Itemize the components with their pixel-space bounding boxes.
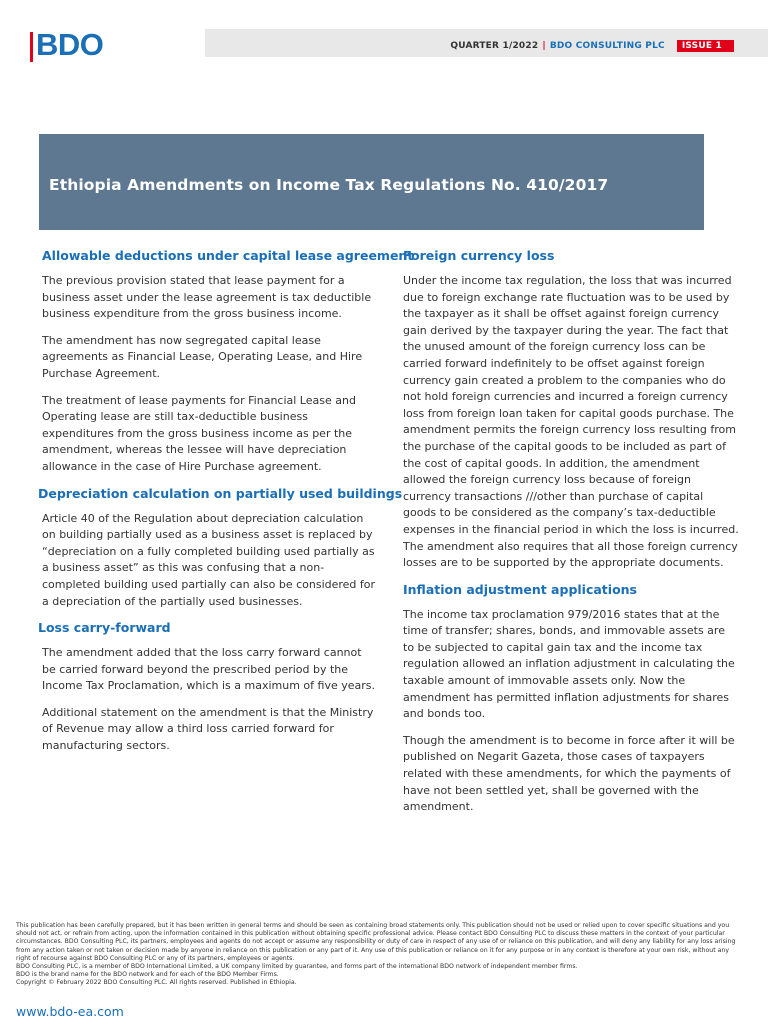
inflation-adjustment-paragraph-2: Though the amendment is to become in force after it will be published on Negarit Gazeta, those cases of taxpayers related with these amendments, for which the payments of have not been settled yet, shall be governed with the amendment. [403, 733, 735, 814]
section-heading-depreciation: Depreciation calculation on partially used buildings [38, 485, 403, 501]
section-heading-capital-lease: Allowable deductions under capital lease agreement [42, 248, 414, 263]
inflation-adjustment-paragraph-1: The income tax proclamation 979/2016 states that at the time of transfer; shares, bonds, and immovable assets are to be subjected to capital gain tax and the income tax regulation allowed an inflation adjustment in calculating the taxable amount of immovable assets only. Now the amendment has permitted inflation adjustments for shares and bonds too. [403, 607, 735, 721]
disclaimer-text-3: BDO is the brand name for the BDO network and for each of the BDO Member Firms. [16, 971, 279, 979]
issue-badge: ISSUE 1 [677, 40, 734, 52]
right-column [403, 248, 739, 826]
header-meta [450, 40, 734, 52]
capital-lease-paragraph-1: The previous provision stated that lease payment for a business asset under the lease agreement is tax deductible business expenditure from the gross business income. [42, 274, 372, 321]
footer-disclaimer [16, 922, 736, 988]
website-link[interactable]: www.bdo-ea.com [16, 1004, 124, 1019]
section-heading-foreign-currency-loss: Foreign currency loss [403, 248, 555, 263]
bdo-logo-mark [28, 26, 128, 64]
left-column [38, 248, 414, 765]
quarter-label: QUARTER 1/2022 [450, 41, 539, 51]
loss-carry-forward-paragraph-1: The amendment added that the loss carry forward cannot be carried forward beyond the prescribed period by the Income Tax Proclamation, which is a maximum of five years. [42, 646, 375, 693]
section-heading-inflation-adjustment: Inflation adjustment applications [403, 581, 637, 597]
logo-text: BDO [36, 27, 104, 62]
capital-lease-paragraph-3: The treatment of lease payments for Financial Lease and Operating lease are still tax-deductible business expenditures from the gross business income as per the amendment, whereas the lessee will have depreciation allowance in the case of Hire Purchase agreement. [42, 393, 356, 473]
capital-lease-paragraph-2: The amendment has now segregated capital lease agreements as Financial Lease, Operating Lease, and Hire Purchase Agreement. [42, 333, 363, 380]
depreciation-paragraph: Article 40 of the Regulation about depreciation calculation on building partially used as a business asset is replaced by “depreciation on a fully completed building used partially as a business asset” as this was confusing that a non-completed building used partially can also be considered for a depreciation of the partially used businesses. [42, 511, 376, 608]
disclaimer-text-2: BDO Consulting PLC, is a member of BDO International Limited, a UK company limited by guarantee, and forms part of the international BDO network of independent member firms. [16, 963, 578, 971]
page-title: Ethiopia Amendments on Income Tax Regulations No. 410/2017 [49, 176, 609, 194]
loss-carry-forward-paragraph-2: Additional statement on the amendment is that the Ministry of Revenue may allow a third loss carried forward for manufacturing sectors. [42, 705, 374, 753]
bdo-logo [28, 26, 128, 64]
company-label: BDO CONSULTING PLC [549, 41, 665, 51]
disclaimer-text-4: Copyright © February 2022 BDO Consulting PLC. All rights reserved. Published in Ethiopia. [16, 979, 297, 987]
title-banner [39, 134, 704, 230]
header-separator: | [542, 41, 546, 51]
section-heading-loss-carry-forward: Loss carry-forward [38, 620, 171, 636]
disclaimer-text-1: This publication has been carefully prepared, but it has been written in general terms and should be seen as containing broad statements only. This publication should not be used or relied upon to cover specific situations and you should not act, or refrain from acting, upon the information contained in this publication without obtaining specific professional advice. Please contact BDO Consulting PLC to discuss these matters in the context of your particular circumstances. BDO Consulting PLC, its partners, employees and agents do not accept or assume any responsibility or duty of care in respect of any use of or reliance on this publication, and will deny any liability for any loss arising from any action taken or not taken or decision made by anyone in reliance on this publication or any part of it. Any use of this publication or reliance on it for any purpose or in any context is therefore at your own risk, without any right of recourse against BDO Consulting PLC or any of its partners, employees or agents. [16, 922, 736, 962]
foreign-currency-loss-paragraph: Under the income tax regulation, the loss that was incurred due to foreign exchange rate fluctuation was to be used by the taxpayer as it shall be offset against foreign currency gain derived by the taxpayer during the year. The fact that the unused amount of the foreign currency loss can be carried forward indefinitely to be offset against foreign currency gain created a problem to the companies who do not hold foreign currencies and incurred a foreign currency loss from foreign loan taken for capital goods purchase. The amendment permits the foreign currency loss resulting from the purchase of the capital goods to be included as part of the cost of capital goods. In addition, the amendment allowed the foreign currency loss because of foreign currency transactions ///other than purchase of capital goods to be considered as the company’s tax-deductible expenses in the financial period in which the loss is incurred. The amendment also requires that all those foreign currency losses are to be supported by the appropriate documents. [403, 274, 739, 570]
